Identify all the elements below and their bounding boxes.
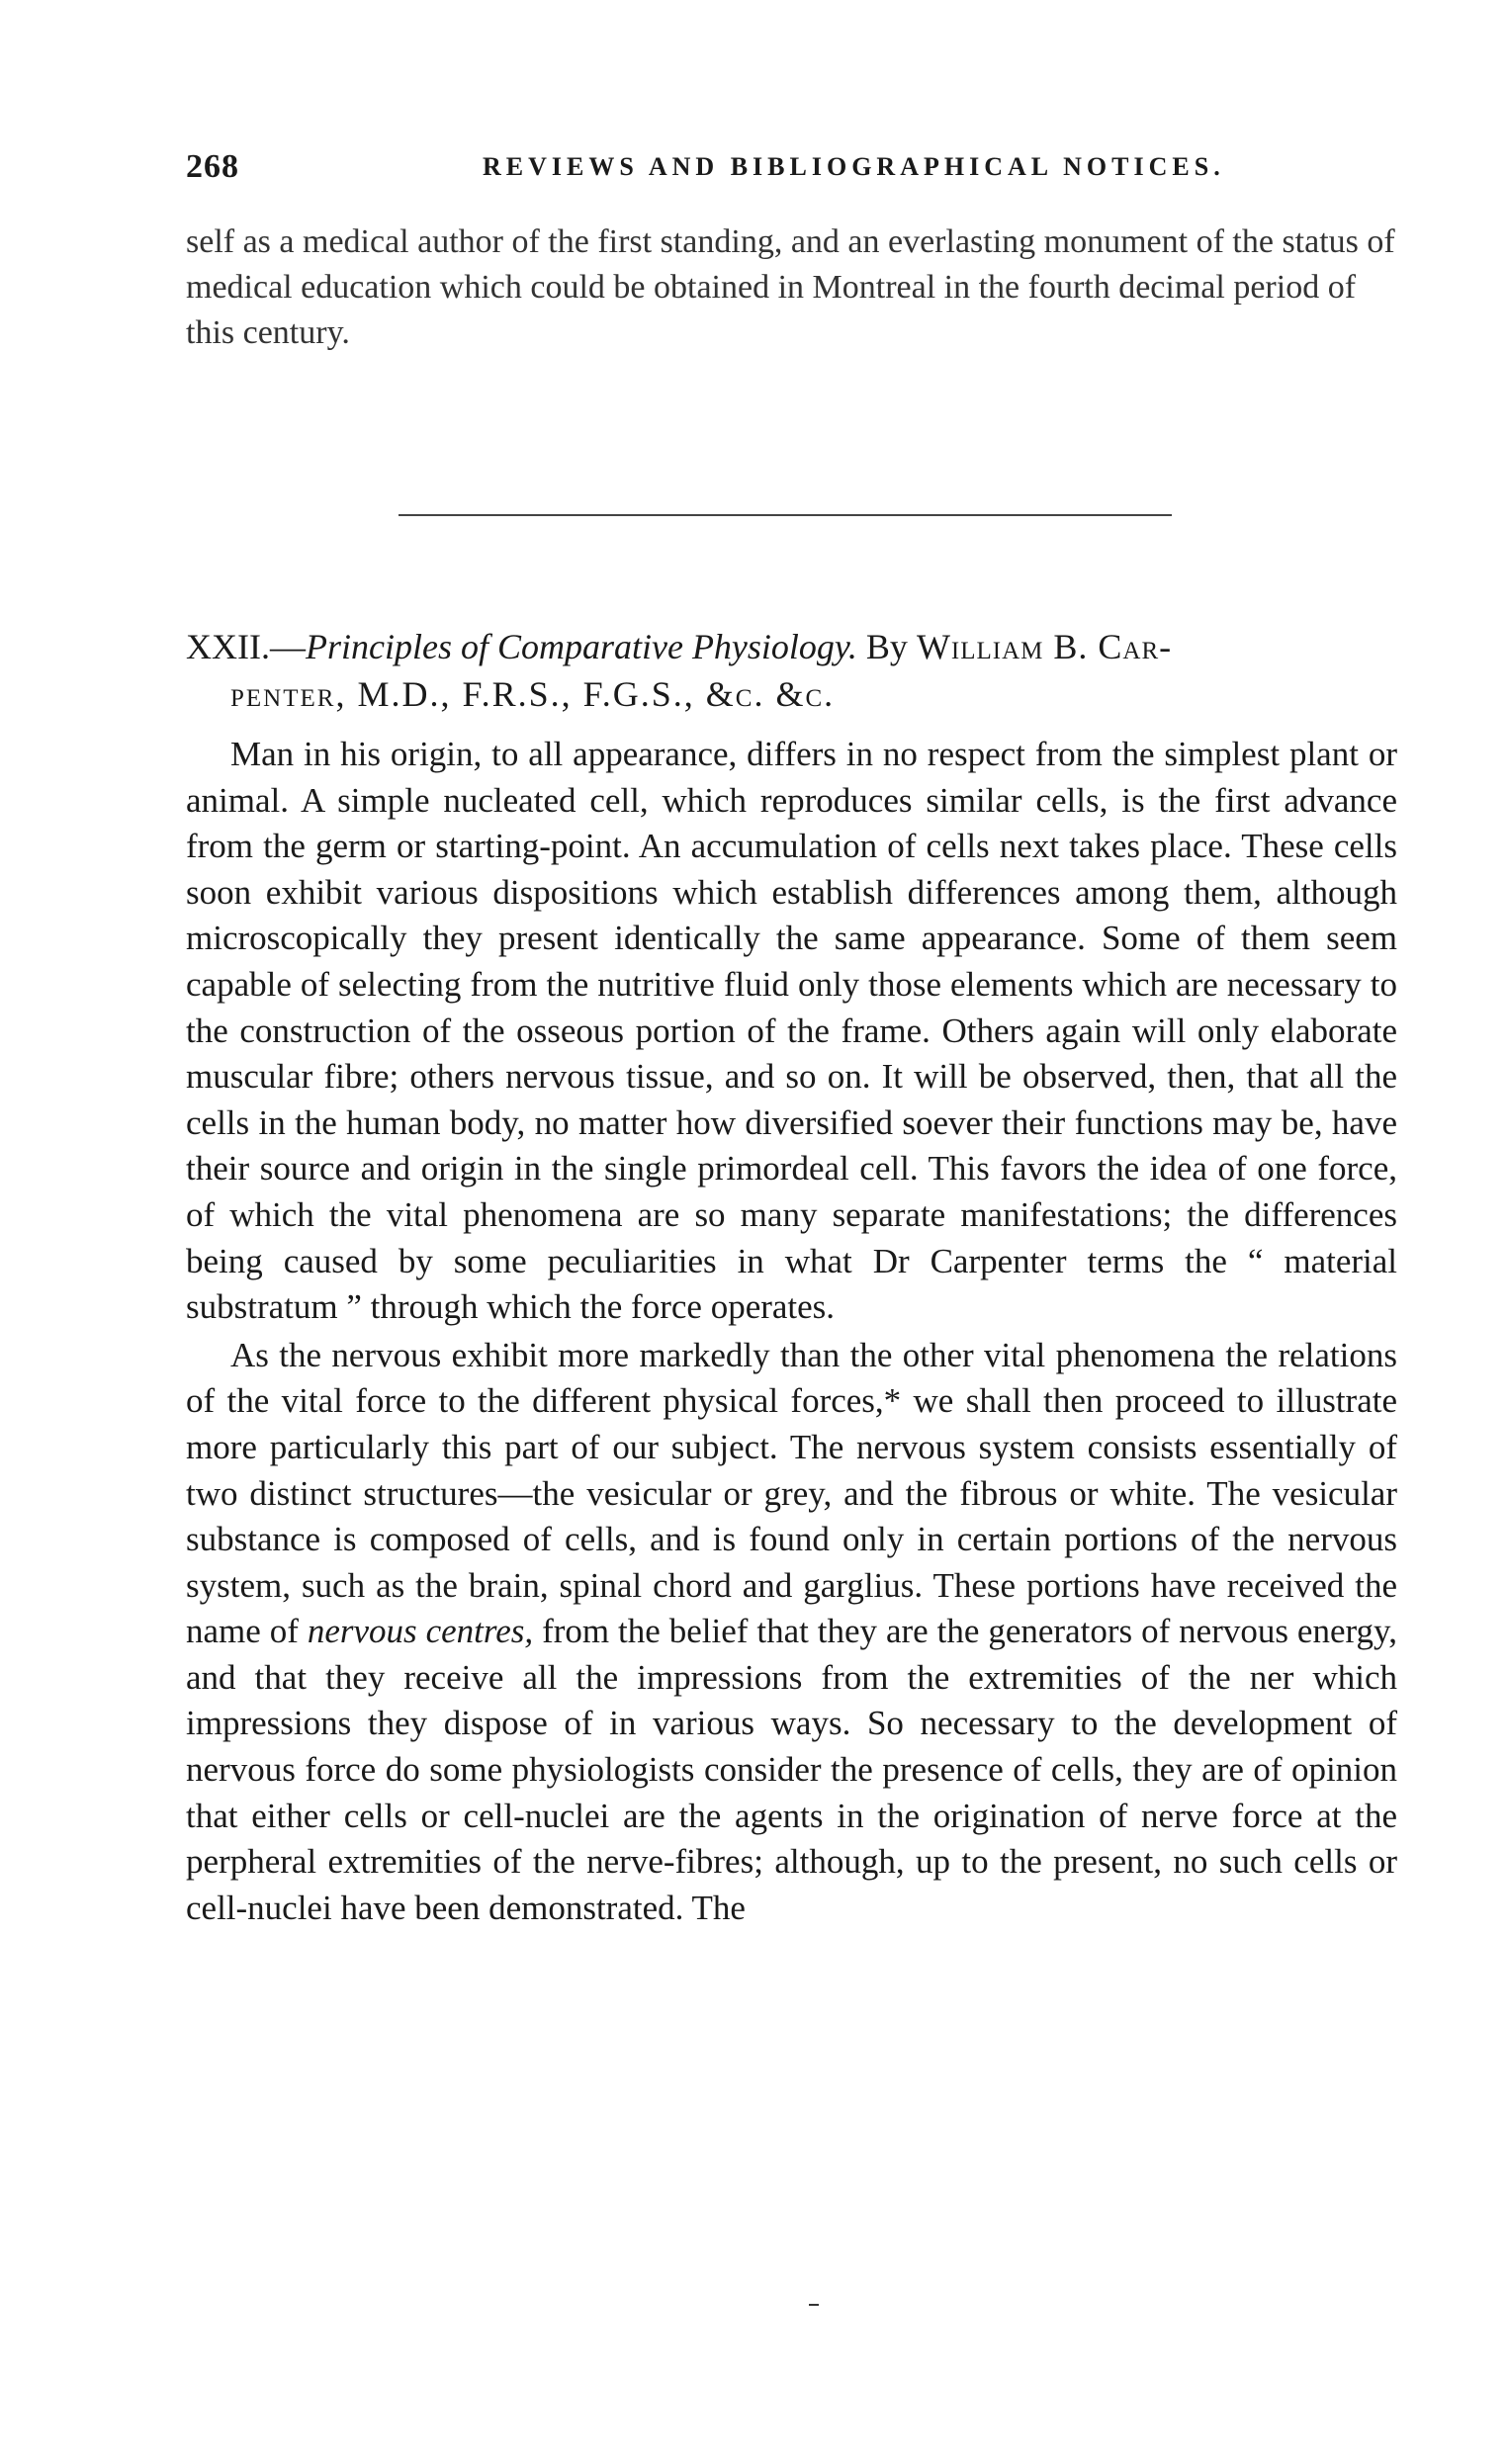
paragraph-2-italic-term: nervous centres, [307, 1612, 534, 1651]
paragraph-2 [186, 1333, 1397, 1932]
paragraph-2-part-1: As the nervous exhibit more markedly than the other vital phenomena the relations of the vital force to the different physical forces,* we shall then proceed to illustrate more particularly this part of our subject. The nervous system consists essentially of two distinct structures—the vesicular or grey, and the fibrous or white. The vesicular substance is composed of cells, and is found only in certain portions of the nervous system, such as the brain, spinal chord and garglius. These portions have received the name of [186, 1335, 1397, 1651]
page-number: 268 [186, 148, 239, 185]
footer-mark [809, 2304, 819, 2306]
article-heading [186, 623, 1397, 718]
article-body [186, 732, 1397, 1931]
paragraph-2-part-2: from the belief that they are the generators of nervous energy, and that they receive all the impressions from the extremities of the ner which impressions they dispose of in various ways. So necessary to the development of nervous force do some physiologists consider the presence of cells, they are of opinion that either cells or cell-nuclei are the agents in the origination of nerve force at the perpheral extremities of the nerve-fibres; although, up to the present, no such cells or cell-nuclei have been demonstrated. The [186, 1612, 1397, 1927]
paragraph-1: Man in his origin, to all appearance, differs in no respect from the simplest plant or animal. A simple nucleated cell, which reproduces similar cells, is the first advance from the germ or starting-point. An accumulation of cells next takes place. These cells soon exhibit various dispositions which establish differences among them, although microscopically they present identically the same appearance. Some of them seem capable of selecting from the nutritive fluid only those elements which are necessary to the construction of the osseous portion of the frame. Others again will only elaborate muscular fibre; others nervous tissue, and so on. It will be observed, then, that all the cells in the human body, no matter how diversified soever their functions may be, have their source and origin in the single primordeal cell. This favors the idea of one force, of which the vital phenomena are so many separate manifestations; the differences being caused by some peculiarities in what Dr Carpenter terms the “ material substratum ” through which the force operates. [186, 735, 1397, 1327]
article-by: By [856, 627, 917, 666]
article-author-line2: penter, M.D., F.R.S., F.G.S., &c. &c. [230, 674, 836, 714]
previous-paragraph: self as a medical author of the first standing, and an everlasting monument of the status of medical education which could be obtained in Montreal in the fourth decimal period of this century. [186, 223, 1395, 351]
running-title: REVIEWS AND BIBLIOGRAPHICAL NOTICES. [483, 152, 1225, 181]
article-number: XXII.— [186, 627, 306, 666]
section-divider [381, 514, 1172, 516]
running-head [186, 148, 1397, 188]
article-author-line1: William B. Car- [916, 627, 1173, 666]
article-title: Principles of Comparative Physiology. [305, 627, 857, 666]
